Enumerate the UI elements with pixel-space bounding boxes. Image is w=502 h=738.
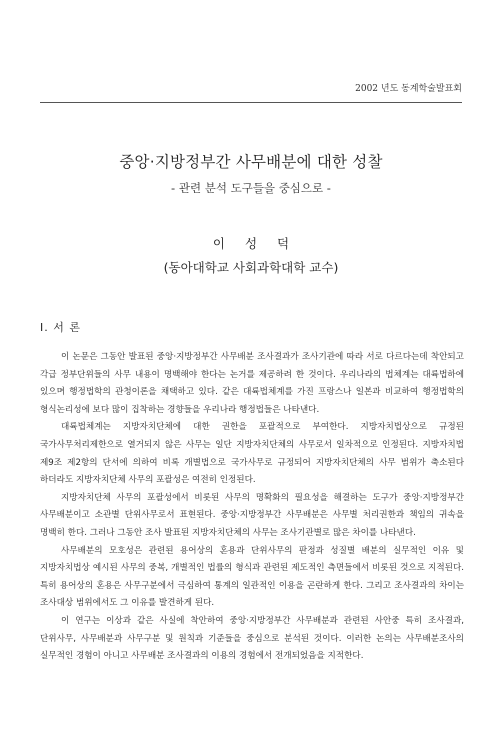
- paper-subtitle: - 관련 분석 도구들을 중심으로 -: [171, 181, 331, 195]
- body-paragraph: 대륙법체계는 지방자치단체에 대한 권한을 포괄적으로 부여한다. 지방자치법상으로 규정된 국가사무처리제한으로 열거되지 않은 사무는 일단 지방자치단체의 사무로서 일차적으로 인정된다. 지방자치법 제9조 제2항의 단서에 의하여 비록 개별법으로 국가사무로 규정되어 지방자치단체의 사무 범위가 축소된다 하더라도 지방자치단체 사무의 포괄성은 여전히 인정된다.: [40, 422, 464, 486]
- header-rule: [40, 102, 462, 103]
- paper-title: 중앙·지방정부간 사무배분에 대한 성찰: [119, 153, 383, 171]
- section-heading: I. 서 론: [40, 321, 81, 334]
- running-head: 2002 년도 동계학술발표회: [355, 84, 462, 94]
- body-paragraph: 지방자치단체 사무의 포괄성에서 비롯된 사무의 명확화의 필요성을 해결하는 도구가 중앙·지방정부간 사무배분이고 소관별 단위사무로서 표현된다. 중앙·지방정부간 사무배분은 사무별 처리권한과 책임의 귀속을 명백히 한다. 그러나 그동안 조사 발표된 지방자치단체의 사무는 조사기관별로 많은 차이를 나타낸다.: [40, 492, 464, 538]
- author-name: 이 성 덕: [212, 236, 290, 251]
- section-body: [40, 349, 464, 666]
- body-paragraph: 이 논문은 그동안 발표된 중앙·지방정부간 사무배분 조사결과가 조사기관에 따라 서로 다르다는데 착안되고 각급 정부단위들의 사무 내용이 명백해야 한다는 논거를 제공하려 한 것이다. 우리나라의 법체계는 대륙법하에 있으며 행정법학의 관청이론을 채택하고 있다. 같은 대륙법체계를 가진 프랑스나 일본과 비교하여 행정법학의 형식논리성에 보다 많이 집착하는 경향들을 우리나라 행정법들은 나타낸다.: [40, 352, 464, 415]
- body-paragraph: 사무배분의 모호성은 관련된 용어상의 혼용과 단위사무의 판정과 성질별 배분의 실무적인 이유 및 지방자치법상 예시된 사무의 중복, 개별적인 법률의 형식과 관련된 제도적인 측면들에서 비롯된 것으로 지적된다. 특히 용어상의 혼용은 사무구분에서 극심하여 통계의 일관적인 이용을 곤란하게 한다. 그리고 조사결과의 차이는 조사대상 범위에서도 그 이유를 발견하게 된다.: [40, 545, 464, 609]
- author-affiliation: (동아대학교 사회과학대학 교수): [163, 260, 339, 275]
- body-paragraph: 이 연구는 이상과 같은 사실에 착안하여 중앙·지방정부간 사무배분과 관련된 사안중 특히 조사결과, 단위사무, 사무배분과 사무구분 및 원칙과 기준들을 중심으로 분석된 것이다. 이러한 논의는 사무배분조사의 실무적인 경험이 아니고 사무배분 조사결과의 이용의 경험에서 전개되었음을 지적한다.: [40, 615, 464, 662]
